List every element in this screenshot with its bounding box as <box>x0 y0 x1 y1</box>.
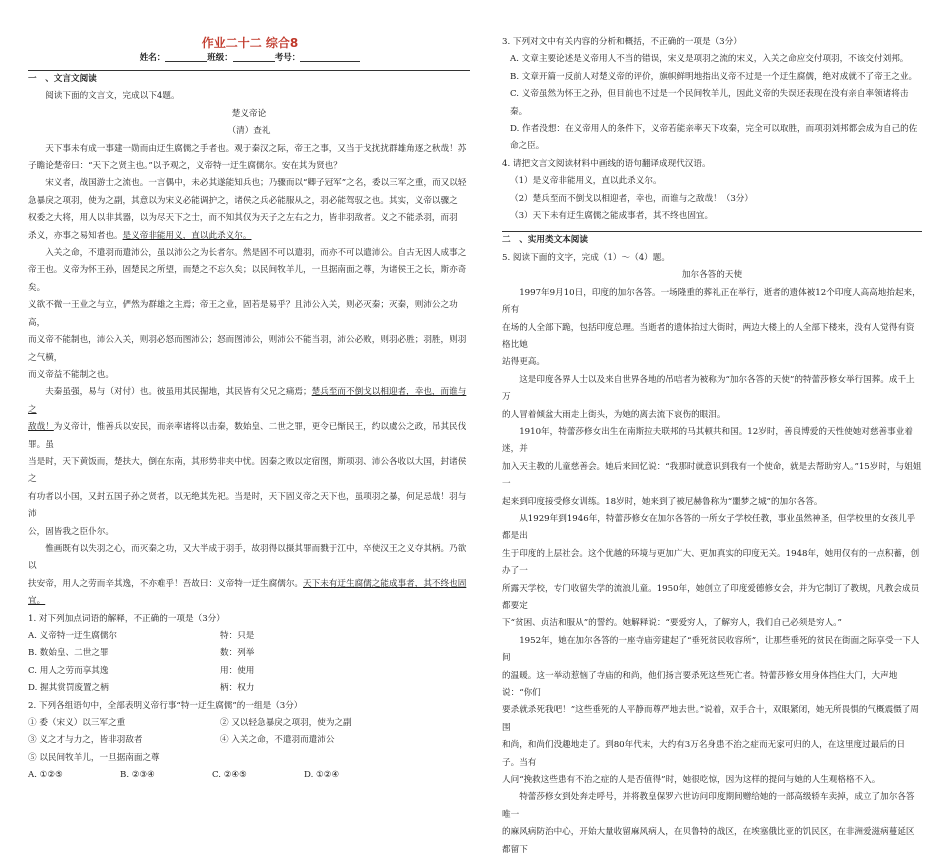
student-info-line <box>0 51 500 63</box>
q2-answer-option[interactable]: C. ②④⑤ <box>212 770 247 781</box>
statement: ⑤ 以民间牧羊儿，一旦据南面之尊 <box>28 752 160 763</box>
article-paragraph: 在场的人全部下跪，包括印度总理。当逝者的遗体抬过大街时，两边大楼上的人全部下楼来，没有人觉得有资格比她 <box>502 322 915 350</box>
article-paragraph: 1952年，她在加尔各答的一座寺庙旁建起了“垂死贫民收容所”，让那些垂死的贫民在街面之际享受一下人间 <box>502 635 920 664</box>
article-paragraph: 从1929年到1946年，特蕾莎修女在加尔各答的一所女子学校任教，事业虽然神圣，但学校里的女孩儿乎都是出 <box>502 513 916 542</box>
section-practical: 二 、实用类文本阅读 <box>502 235 588 246</box>
essay-text: 夫秦虽强，易与（对付）也。彼虽用其民掘地，其民皆有父兄之痛焉； <box>45 387 312 398</box>
essay-paragraph: 帝王也。义帝为怀王孙，固楚民之所望，而楚之不忘久矣；以民间牧羊儿，一旦据南面之尊，为诸侯王之长，斯亦奇矣。 <box>28 265 467 293</box>
number-blank[interactable] <box>300 52 360 62</box>
essay-paragraph: 而义帝益不能制之也。 <box>28 369 114 380</box>
underlined-sentence: 天下未有迂生腐儒之能成事者，其不终也固 <box>303 578 467 589</box>
essay-paragraph <box>28 384 470 419</box>
essay-paragraph <box>28 593 470 610</box>
article-title: 加尔各答的天使 <box>681 270 743 281</box>
essay-paragraph: 当是时，天下黄饭而，楚扶大，倒在东南，其形势非夹中忧。因秦之败以定宿图，斯项羽、沛公各收以大国，封诸侯之 <box>28 456 467 485</box>
statement: ③ 义之才与力之，皆非羽敌者 <box>28 735 143 746</box>
essay-paragraph: 子瞻论楚帝曰：“天下之贤主也。”以予观之，义帝特一迂生腐儒尔。安在其为贤也？ <box>28 161 342 172</box>
question-5: 5. 阅读下面的文字，完成（1）～（4）题。 <box>502 252 670 263</box>
option-gloss: 柄：权力 <box>220 683 255 694</box>
essay-text: 扶安帝，用人之劳而辛其逸，不亦难乎！吾故曰：义帝特一迂生腐儒尔。 <box>28 578 304 589</box>
underlined-sentence: 楚兵至而不倒戈以相迎者，幸也，而谁与之 <box>28 387 467 415</box>
article-paragraph: 生于印度的上层社会。这个优越的环境与更加广大、更加真实的印度无关。1948年，她用仅有的一点积蓄，创办了一 <box>502 548 920 577</box>
q2-answer-option[interactable]: D. ①②④ <box>304 770 340 781</box>
article-paragraph: 下“贫困、贞洁和服从”的誓约。她解释说：“要爱穷人，了解穷人，我们自己必须是穷人。” <box>502 618 842 629</box>
essay-paragraph: 入关之命，不遣羽而遣沛公，虽以沛公之为长者尔。然是固不可以遣羽，而亦不可以遣沛公。自古无因人成事之 <box>45 248 467 259</box>
underlined-sentence: 宜。 <box>28 596 46 607</box>
essay-paragraph: 惟画既有以失羽之心，而灭秦之功，又大半成于羽手，故羽得以摄其罪而戮于江中，卒使汉王之义夺其柄。乃欲以 <box>28 543 467 572</box>
q4-item: （1）是义帝非能用义，直以此杀义尔。 <box>510 176 662 187</box>
essay-paragraph <box>28 228 470 245</box>
underlined-sentence: 敌哉！ <box>28 422 54 433</box>
statement: ② 又以轻急暴戾之项羽，使为之副 <box>220 718 352 729</box>
article-paragraph: 1997年9月10日，印度的加尔各答。一场隆重的葬礼正在举行，逝者的遗体被12个印度人高高地抬起来，所有 <box>502 287 921 316</box>
essay-paragraph: 权委之大将，用人以非其器，以为尽天下之士，而不知其仅为天子之左右之力，皆非羽敌者。义之不能杀羽，而羽 <box>28 213 458 224</box>
article-paragraph: 站得更高。 <box>502 357 545 368</box>
article-paragraph: 人问“挽救这些患有不治之症的人是否值得”时，她很吃惊，因为这样的提问与她的人生观格格不入。 <box>502 775 881 786</box>
essay-paragraph: 天下事未有成一事建一勋而由迂生腐儒之手者也。观于秦汉之际，帝王之事，又当于戈扰扰群雄角逐之秋哉！苏 <box>45 143 467 154</box>
q2-answer-row <box>28 767 470 784</box>
essay-paragraph: 急暴戾之项羽，使为之副，其意以为宋义必能调护之，诸侯之兵必能服从之，羽必能驾驭之也。其实，义帝以骤之 <box>28 195 458 206</box>
question-3: 3. 下列对文中有关内容的分析和概括，不正确的一项是（3分） <box>502 37 742 47</box>
q1-option[interactable] <box>28 645 470 662</box>
option-text: B. 数始皇、二世之罪 <box>28 648 109 659</box>
q2-statement-row <box>28 750 470 767</box>
essay-author: （清）查礼 <box>227 126 271 137</box>
q1-option[interactable] <box>28 680 470 697</box>
q2-statement-row <box>28 732 470 749</box>
option-gloss: 特：只是 <box>220 631 255 641</box>
option-gloss: 数：列举 <box>220 648 255 659</box>
article-paragraph: 要杀就杀死我吧！”这些垂死的人平静而尊严地去世。”说着，双手合十，双眼紧闭，她无所畏惧的气概震慑了周围 <box>502 705 919 733</box>
number-label: 考号： <box>274 53 301 63</box>
q3-option[interactable]: D. 作者没想：在义帝用人的条件下，义帝若能亲率天下攻秦，完全可以取胜，而项羽刘邦都会成为自己的佐命之臣。 <box>510 124 918 152</box>
option-text: A. 义帝特一迂生腐儒尔 <box>28 631 118 641</box>
option-text: C. 用人之劳而享其逸 <box>28 665 109 676</box>
article-paragraph: 1910年，特蕾莎修女出生在南斯拉夫联邦的马其顿共和国。12岁时，善良博爱的天性使她对慈善事业着迷，并 <box>502 426 913 455</box>
q2-answer-option[interactable]: A. ①②⑤ <box>28 770 63 781</box>
q1-option[interactable] <box>28 628 470 645</box>
essay-text: 杀义，亦事之易知者也。 <box>28 230 123 241</box>
q3-option[interactable]: C. 义帝虽然为怀王之孙，但目前也不过是一个民间牧羊儿，因此义帝的失误还表现在没有亲自率领诸将击秦。 <box>510 89 909 117</box>
name-blank[interactable] <box>165 52 207 62</box>
essay-paragraph <box>28 419 470 454</box>
section-classical: 一 、文言文阅读 <box>28 74 97 84</box>
class-label: 班级： <box>207 53 233 63</box>
essay-text: 为义帝计，惟善兵以安民，而亲率诸将以击秦，数始皇、二世之罪，更令已惭民王，约以虞公之政，吊其民伐罪。虽 <box>28 422 467 450</box>
reading-intro: 阅读下面的文言文，完成以下4题。 <box>45 91 180 102</box>
essay-paragraph: 义欲不微一王业之与立，俨然为群雄之主焉；帝王之业，固若是易乎？且沛公入关，则必灭秦；灭秦，则沛公之功高， <box>28 300 458 328</box>
essay-paragraph: 而义帝不能制也，沛公入关，则羽必怒而图沛公；怒而图沛公，则沛公不能当羽，沛公必败，则羽必胜；羽胜，则羽之气横， <box>28 335 467 363</box>
q4-item: （2）楚兵至而不倒戈以相迎者，幸也，而谁与之敌哉！（3分） <box>510 193 753 204</box>
left-column <box>28 67 470 785</box>
statement: ① 委（宋义）以三军之重 <box>28 718 126 729</box>
question-2: 2. 下列各组语句中，全部表明义帝行事“特一迂生腐儒”的一组是（3分） <box>28 700 303 711</box>
article-paragraph: 和尚，和尚们没趣地走了。到80年代末，大约有3万名身患不治之症而无家可归的人，在这里度过最后的日子。当有 <box>502 740 906 768</box>
class-blank[interactable] <box>233 52 275 62</box>
article-paragraph: 起来到印度接受修女训练。18岁时，她来到了被尼赫鲁称为“噩梦之城”的加尔各答。 <box>502 496 823 507</box>
article-paragraph: 特蕾莎修女到处奔走呼号，并将教皇保罗六世访问印度期间赠给她的一部高级轿车卖掉，成立了加尔各答唯一 <box>502 792 915 820</box>
q4-item: （3）天下未有迂生腐儒之能成事者，其不终也固宜。 <box>510 211 714 222</box>
essay-paragraph <box>28 576 470 593</box>
underlined-sentence: 是义帝非能用义，直以此杀义尔。 <box>122 230 252 241</box>
page-title: 作业二十二 综合8 <box>201 36 299 50</box>
q2-statement-row <box>28 715 470 732</box>
article-paragraph: 的温暖。这一举动惹恼了寺庙的和尚，他们扬言要杀死这些死亡者。特蕾莎修女用身体挡住大门，大声地说：“你们 <box>502 670 898 699</box>
article-paragraph: 的麻风病防治中心，开始大量收留麻风病人，在贝鲁特的战区，在埃塞俄比亚的饥民区，在非洲爱滋病蔓延区都留下 <box>502 827 915 855</box>
question-1: 1. 对下列加点词语的解释，不正确的一项是（3分） <box>28 613 225 624</box>
option-text: D. 握其赏罚废置之柄 <box>28 683 109 694</box>
name-label: 姓名： <box>139 53 166 63</box>
essay-paragraph: 公，固皆我之臣仆尔。 <box>28 526 114 537</box>
question-4: 4. 请把文言文阅读材料中画线的语句翻译成现代汉语。 <box>502 158 711 169</box>
article-paragraph: 的人冒着倾盆大雨走上街头，为她的离去流下哀伤的眼泪。 <box>502 409 726 420</box>
q3-option[interactable]: A. 文章主要论述是义帝用人不当的错误，宋义是项羽之流的宋义，入关之命应交付项羽，不该交付刘邦。 <box>510 54 909 65</box>
article-paragraph: 所露天学校，专门收留失学的流浪儿童。1950年，她创立了印度爱德修女会，并为它制订了教规，凡教会成员都要定 <box>502 583 920 611</box>
essay-title: 楚义帝论 <box>231 108 267 119</box>
right-column <box>502 34 922 859</box>
essay-paragraph: 有功者以小国，又封五国子孙之贤者，以无绝其先祀。当是时，天下固义帝之天下也，虽项羽之暴，何足忌哉！羽与沛 <box>28 491 467 520</box>
essay-paragraph: 宋义者，战国游士之流也。一言偶中，未必其遂能知兵也；乃骤而以“卿子冠军”之名，委以三军之重，而又以轻 <box>45 178 467 189</box>
statement: ④ 入关之命，不遣羽而遣沛公 <box>220 735 335 746</box>
article-paragraph: 加入天主教的儿童慈善会。她后来回忆说：“我那时就意识到我有一个使命，就是去帮助穷人。”15岁时，与姐姐一 <box>502 461 922 490</box>
q2-answer-option[interactable]: B. ②③④ <box>120 770 155 781</box>
q3-option[interactable]: B. 文章开篇一反前人对楚义帝的评价，旗帜鲜明地指出义帝不过是一个迂生腐儒，绝对成就不了帝王之业。 <box>510 71 918 82</box>
option-gloss: 用：使用 <box>220 665 255 676</box>
article-paragraph: 这是印度各界人士以及来自世界各地的吊唁者为被称为“加尔各答的天使”的特蕾莎修女举行国葬。成千上万 <box>502 374 915 403</box>
